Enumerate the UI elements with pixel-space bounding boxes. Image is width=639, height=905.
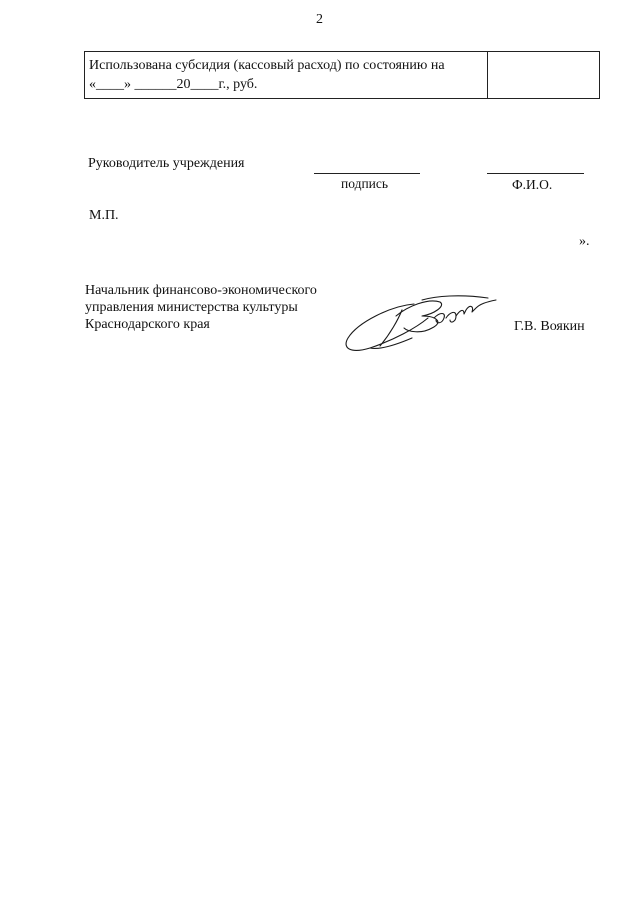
seal-label: М.П.	[89, 208, 119, 223]
table-divider	[487, 52, 488, 98]
director-signature-line	[314, 173, 420, 174]
page-number: 2	[316, 12, 323, 27]
subsidy-label-line1: Использована субсидия (кассовый расход) по состоянию на	[89, 58, 445, 73]
head-title-line1: Начальник финансово-экономического	[85, 283, 317, 298]
closing-quote: ».	[579, 234, 590, 249]
handwritten-signature	[336, 288, 506, 360]
director-name-line	[487, 173, 584, 174]
signature-caption: подпись	[341, 176, 389, 191]
head-name: Г.В. Воякин	[514, 319, 585, 334]
name-caption: Ф.И.О.	[512, 177, 553, 192]
director-label: Руководитель учреждения	[88, 156, 245, 171]
head-title-line3: Краснодарского края	[85, 317, 210, 332]
subsidy-table	[84, 51, 600, 99]
subsidy-label-line2: «____» ______20____г., руб.	[89, 77, 258, 92]
head-title-line2: управления министерства культуры	[85, 300, 298, 315]
